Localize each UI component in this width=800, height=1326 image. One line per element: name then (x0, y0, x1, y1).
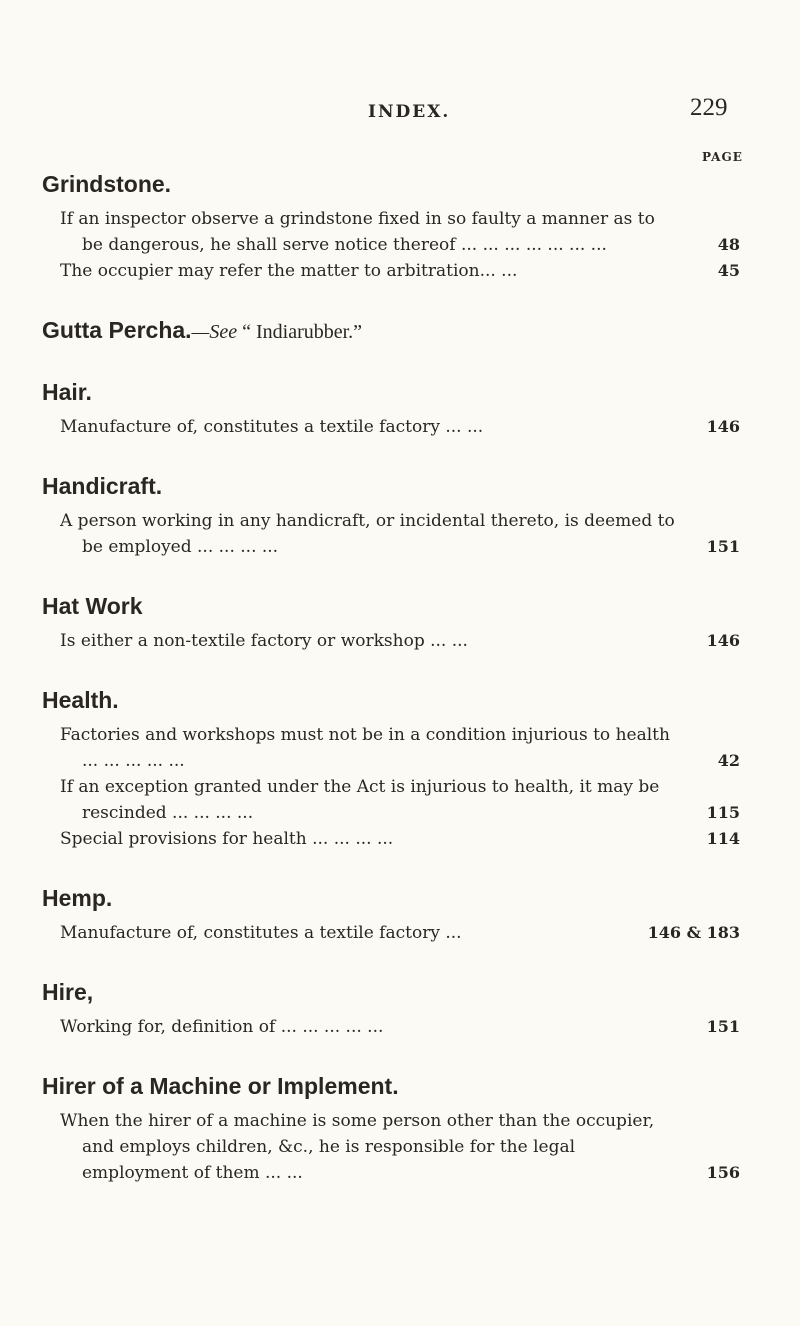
index-entries (40, 168, 740, 1186)
entry-item-page: 151 (706, 1017, 740, 1036)
entry-item (40, 826, 740, 852)
entry-heading: Grindstone. (42, 171, 172, 197)
entry-item-text: The occupier may refer the matter to arbitration... ... (60, 261, 518, 281)
entry-item (40, 722, 740, 774)
entry-item-page: 156 (706, 1163, 740, 1182)
entry-item-text: When the hirer of a machine is some person other than the occupier, and employs children, &c., he is responsible for the legal employment of them ... ... (60, 1111, 655, 1183)
entry-item (40, 508, 740, 560)
see-target: “ Indiarubber.” (242, 321, 363, 343)
index-entry-hirer (40, 1070, 740, 1186)
entry-item-text: If an inspector observe a grindstone fixed in so faulty a manner as to be dangerous, he shall serve notice thereof ... ... ... ... ... ... ... (60, 209, 655, 255)
entry-heading: Hire, (42, 979, 94, 1005)
entry-item (40, 1108, 740, 1186)
entry-item-text: Manufacture of, constitutes a textile factory ... (60, 923, 462, 943)
entry-item (40, 774, 740, 826)
entry-heading: Health. (42, 687, 119, 713)
entry-item-text: Special provisions for health ... ... ... ... (60, 829, 394, 849)
index-entry-gutta-percha (40, 314, 740, 348)
entry-heading: Hirer of a Machine or Implement. (42, 1073, 399, 1099)
entry-item-page: 115 (706, 803, 740, 822)
entry-item-text: Manufacture of, constitutes a textile factory ... ... (60, 417, 484, 437)
entry-item-text: Working for, definition of ... ... ... ... ... (60, 1017, 384, 1037)
entry-item (40, 414, 740, 440)
running-head (0, 92, 800, 128)
entry-item (40, 628, 740, 654)
entry-heading: Hemp. (42, 885, 113, 911)
entry-item-text: Factories and workshops must not be in a condition injurious to health ... ... ... ... ... (60, 725, 670, 771)
page-column-label: PAGE (702, 150, 743, 164)
entry-heading-text: Gutta Percha. (42, 317, 192, 343)
entry-item (40, 1014, 740, 1040)
entry-heading: Hat Work (42, 593, 143, 619)
index-entry-hat-work (40, 590, 740, 654)
index-entry-hemp (40, 882, 740, 946)
entry-item-page: 146 & 183 (647, 923, 740, 942)
entry-heading: Hair. (42, 379, 92, 405)
entry-item-page: 114 (706, 829, 740, 848)
entry-item (40, 258, 740, 284)
entry-item-text: A person working in any handicraft, or incidental thereto, is deemed to be employed ... ... ... ... (60, 511, 675, 557)
entry-heading (42, 314, 740, 348)
running-title: INDEX. (368, 102, 451, 122)
page-number: 229 (690, 94, 728, 121)
entry-item-text: If an exception granted under the Act is injurious to health, it may be rescinded ... ... ... ... (60, 777, 660, 823)
index-entry-hair (40, 376, 740, 440)
index-entry-handicraft (40, 470, 740, 560)
entry-item-text: Is either a non-textile factory or workshop ... ... (60, 631, 468, 651)
see-reference (192, 321, 363, 343)
entry-item (40, 920, 740, 946)
entry-item-page: 146 (706, 417, 740, 436)
see-label: —See (191, 321, 238, 343)
entry-item-page: 151 (706, 537, 740, 556)
index-entry-hire (40, 976, 740, 1040)
index-entry-health (40, 684, 740, 852)
index-entry-grindstone (40, 168, 740, 284)
entry-item (40, 206, 740, 258)
entry-item-page: 146 (706, 631, 740, 650)
entry-heading: Handicraft. (42, 473, 163, 499)
